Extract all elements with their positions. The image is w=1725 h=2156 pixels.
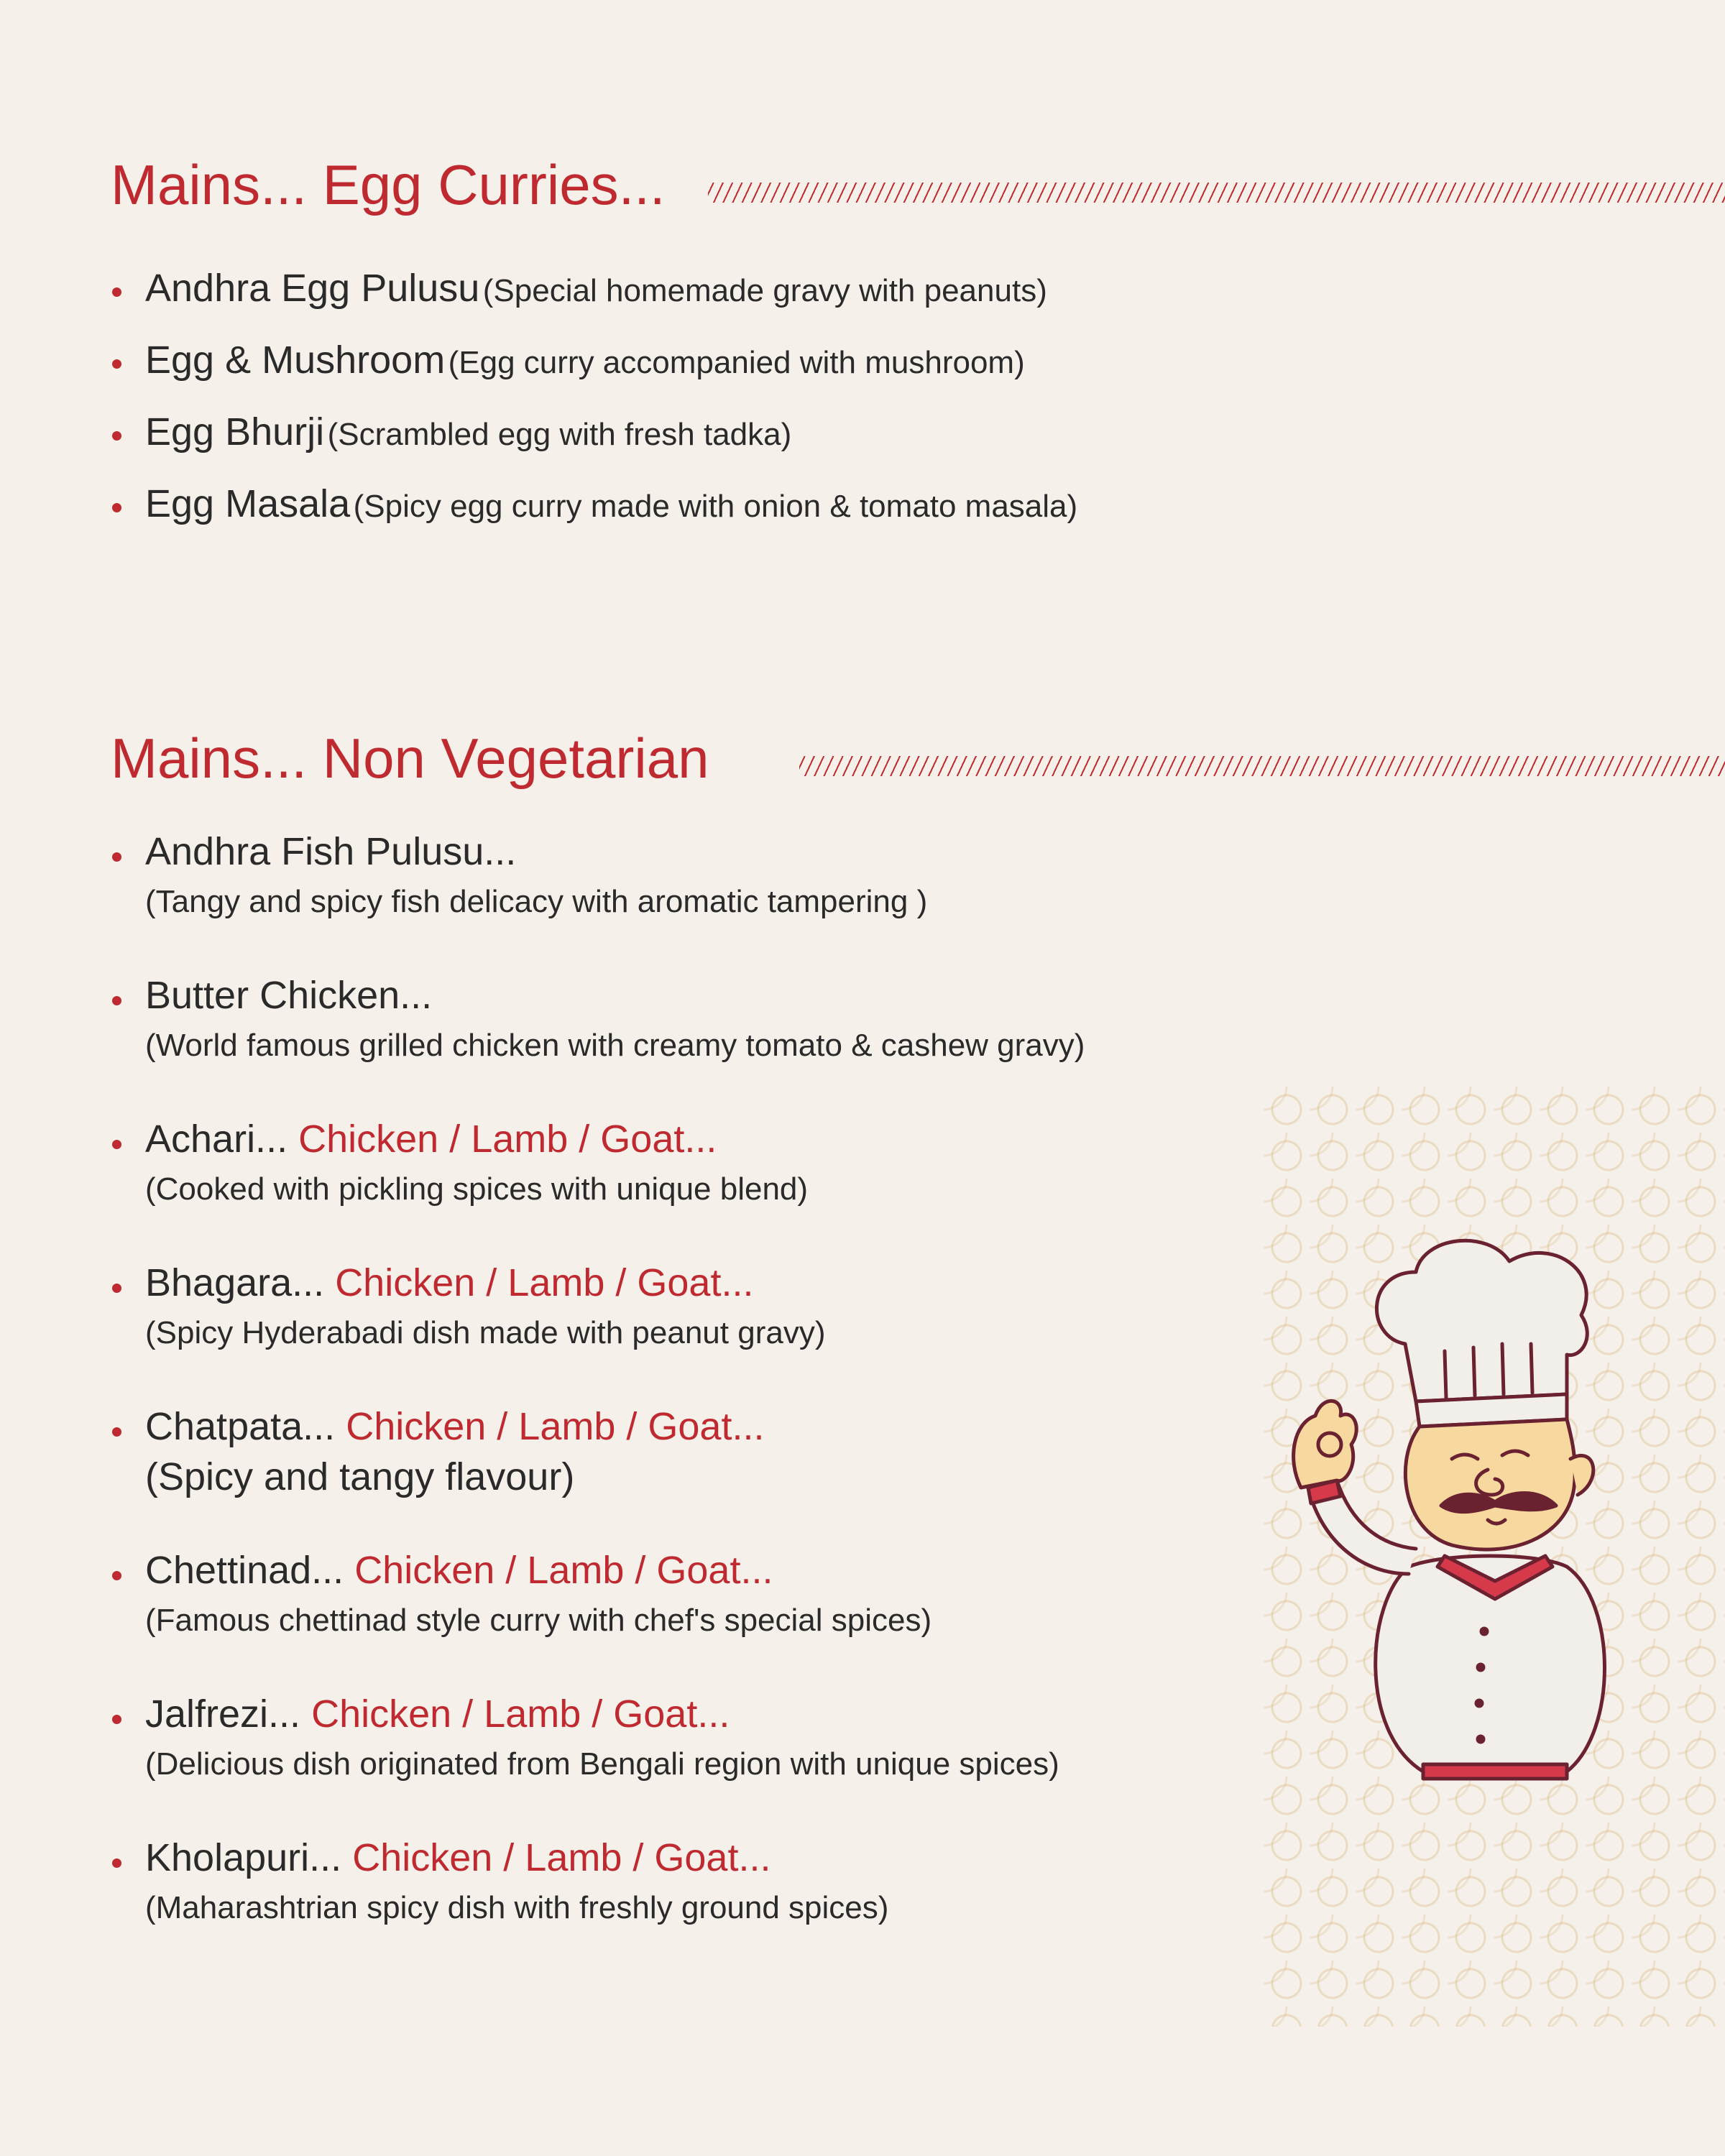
egg-title-divider [708, 183, 1725, 203]
dish-description: (Special homemade gravy with peanuts) [482, 273, 1047, 308]
list-item [111, 1833, 1085, 1976]
list-item [111, 410, 1077, 482]
dish-name: Andhra Egg Pulusu [145, 267, 480, 310]
dish-name: Achari... [145, 1118, 288, 1161]
dish-name: Egg Masala [145, 482, 351, 525]
dish-description: (Tangy and spicy fish delicacy with aromatic tampering ) [145, 884, 928, 919]
bullet-icon [112, 1715, 121, 1724]
bullet-icon [112, 287, 121, 297]
bullet-icon [112, 996, 121, 1005]
dish-name: Andhra Fish Pulusu... [145, 830, 517, 873]
bullet-icon [112, 359, 121, 369]
bullet-icon [112, 431, 121, 441]
bullet-icon [112, 1858, 121, 1868]
list-item [111, 1689, 1085, 1833]
bullet-icon [112, 1427, 121, 1437]
bullet-icon [112, 1571, 121, 1580]
dish-description: (Maharashtrian spicy dish with freshly ground spices) [145, 1890, 889, 1925]
dish-description: (Spicy egg curry made with onion & tomato masala) [353, 489, 1078, 524]
dish-description: (Scrambled egg with fresh tadka) [327, 417, 792, 452]
nonveg-title-divider [799, 756, 1725, 776]
list-item [111, 482, 1077, 553]
dish-name: Egg Bhurji [145, 410, 325, 453]
nonveg-section-title: Mains... Non Vegetarian [111, 727, 709, 790]
dish-description: (Egg curry accompanied with mushroom) [448, 345, 1025, 380]
dish-description: (Spicy Hyderabadi dish made with peanut gravy) [145, 1315, 826, 1350]
nonveg-list [111, 826, 1085, 1976]
dish-name: Egg & Mushroom [145, 338, 446, 382]
dish-description: (Famous chettinad style curry with chef's special spices) [145, 1603, 932, 1638]
dish-options: Chicken / Lamb / Goat... [311, 1692, 730, 1736]
dish-options: Chicken / Lamb / Goat... [354, 1549, 773, 1592]
chef-icon [1279, 1229, 1639, 1789]
dish-options: Chicken / Lamb / Goat... [346, 1405, 765, 1448]
egg-curries-list [111, 266, 1077, 553]
dish-name: Bhagara... [145, 1261, 325, 1304]
dish-name: Jalfrezi... [145, 1692, 301, 1736]
dish-description: (Delicious dish originated from Bengali region with unique spices) [145, 1746, 1059, 1782]
list-item [111, 1114, 1085, 1258]
dish-name: Chatpata... [145, 1405, 336, 1448]
dish-options: Chicken / Lamb / Goat... [335, 1261, 754, 1304]
dish-options: Chicken / Lamb / Goat... [352, 1836, 771, 1879]
list-item [111, 1258, 1085, 1401]
egg-section-title: Mains... Egg Curries... [111, 153, 666, 216]
dish-name: Butter Chicken... [145, 974, 433, 1017]
dish-description: (Cooked with pickling spices with unique blend) [145, 1171, 809, 1207]
list-item [111, 970, 1085, 1114]
dish-name: Kholapuri... [145, 1836, 342, 1879]
bullet-icon [112, 852, 121, 862]
list-item [111, 338, 1077, 410]
list-item [111, 1545, 1085, 1689]
list-item [111, 266, 1077, 338]
dish-name: Chettinad... [145, 1549, 344, 1592]
list-item [111, 1401, 1085, 1545]
list-item [111, 826, 1085, 970]
dish-description: (World famous grilled chicken with creamy tomato & cashew gravy) [145, 1028, 1085, 1063]
bullet-icon [112, 503, 121, 512]
bullet-icon [112, 1284, 121, 1293]
dish-options: Chicken / Lamb / Goat... [298, 1118, 717, 1161]
bullet-icon [112, 1140, 121, 1149]
dish-description: (Spicy and tangy flavour) [145, 1455, 575, 1498]
